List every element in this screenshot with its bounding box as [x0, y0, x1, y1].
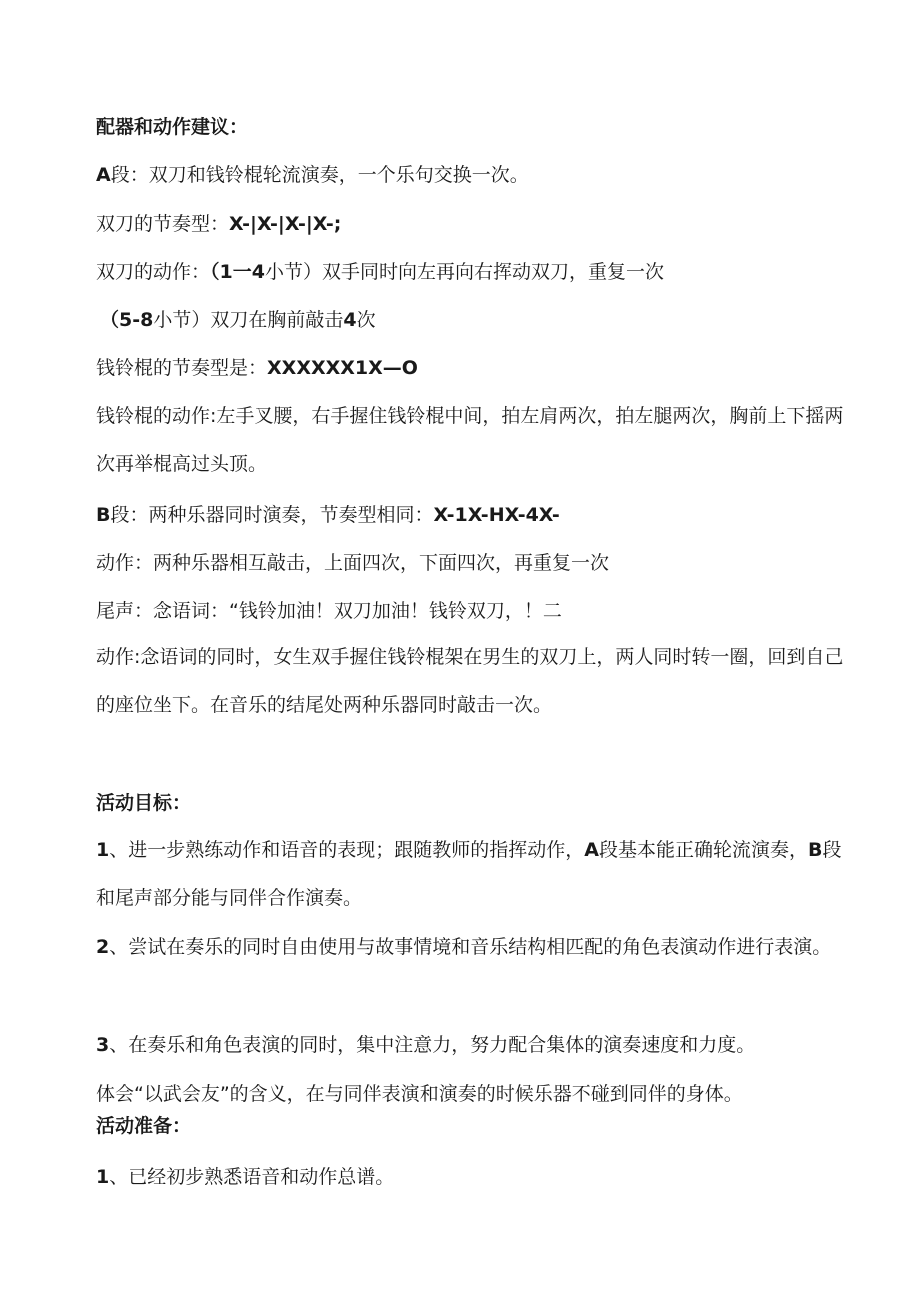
- gun-rhythm-value: XXXXXX1X—O: [267, 357, 418, 379]
- dao-action-text2a: 小节）双刀在胸前敲击: [153, 309, 344, 331]
- paragraph-b-section: [96, 502, 850, 528]
- dao-action-text2b: 次: [356, 309, 376, 331]
- dao-action-bars1: （1一4: [210, 261, 265, 283]
- goal-1-label-a: A: [584, 839, 599, 861]
- b-section-text: 段：两种乐器同时演奏，节奏型相同：: [110, 504, 434, 526]
- goal-1-text-b: 段基本能正确轮流演奏，: [598, 839, 808, 861]
- goal-item-3: [96, 1032, 850, 1058]
- goal-1-text-a: 、进一步熟练动作和语音的表现；跟随教师的指挥动作，: [109, 839, 585, 861]
- paragraph-coda-action: 动作:念语词的同时，女生双手握住钱铃棍架在男生的双刀上，两人同时转一圈，回到自己的座位坐下。在音乐的结尾处两种乐器同时敲击一次。: [96, 646, 844, 716]
- dao-action-bars2: （5-8: [100, 309, 154, 331]
- dao-action-text1: 小节）双手同时向左再向右挥动双刀，重复一次: [264, 261, 664, 283]
- goal-item-1: [96, 826, 850, 922]
- goal-2-number: 2: [96, 936, 110, 958]
- paragraph-coda: 尾声：念语词：“钱铃加油！双刀加油！钱铃双刀，！二: [96, 600, 562, 622]
- paragraph-gun-action: 钱铃棍的动作:左手叉腰，右手握住钱铃棍中间，拍左肩两次，拍左腿两次，胸前上下摇两次再举棍高过头顶。: [96, 405, 844, 475]
- paragraph-b-action: 动作：两种乐器相互敲击，上面四次，下面四次，再重复一次: [96, 552, 610, 574]
- b-rhythm-value: X-1X-HX-4X-: [433, 504, 560, 526]
- paragraph-dao-action: [96, 259, 850, 285]
- label-b: B: [96, 504, 111, 526]
- section-heading-suggestions: 配器和动作建议：: [96, 116, 249, 138]
- goal-1-number: 1: [96, 839, 110, 861]
- goal-3-number: 3: [96, 1034, 110, 1056]
- paragraph-dao-rhythm: [96, 211, 850, 237]
- prep-1-number: 1: [96, 1166, 110, 1188]
- paragraph-a-section: [96, 162, 850, 188]
- label-a: A: [96, 164, 111, 186]
- section-heading-preparation: 活动准备：: [96, 1115, 192, 1137]
- goal-1-label-b: B: [807, 839, 823, 861]
- dao-rhythm-value: X-|X-|X-|X-;: [229, 213, 342, 235]
- goal-item-3-continued: 体会“以武会友”的含义，在与同伴表演和演奏的时候乐器不碰到同伴的身体。: [96, 1083, 743, 1105]
- dao-rhythm-label: 双刀的节奏型：: [96, 213, 230, 235]
- gun-rhythm-label: 钱铃棍的节奏型是：: [96, 357, 268, 379]
- dao-action-label: 双刀的动作：: [96, 261, 211, 283]
- a-section-text: 段：双刀和钱铃棍轮流演奏，一个乐句交换一次。: [110, 164, 529, 186]
- goal-3-text: 、在奏乐和角色表演的同时，集中注意力，努力配合集体的演奏速度和力度。: [109, 1034, 756, 1056]
- prep-1-text: 、已经初步熟悉语音和动作总谱。: [109, 1166, 395, 1188]
- preparation-item-1: [96, 1164, 850, 1190]
- dao-action-count: 4: [343, 309, 357, 331]
- goal-1-text-c: 段和尾声部分能与同伴合作演奏。: [96, 839, 842, 909]
- paragraph-dao-action-2: [100, 307, 850, 333]
- section-heading-goals: 活动目标：: [96, 792, 192, 814]
- goal-2-text: 、尝试在奏乐的同时自由使用与故事情境和音乐结构相匹配的角色表演动作进行表演。: [109, 936, 832, 958]
- goal-item-2: [96, 923, 850, 971]
- paragraph-gun-rhythm: [96, 355, 850, 381]
